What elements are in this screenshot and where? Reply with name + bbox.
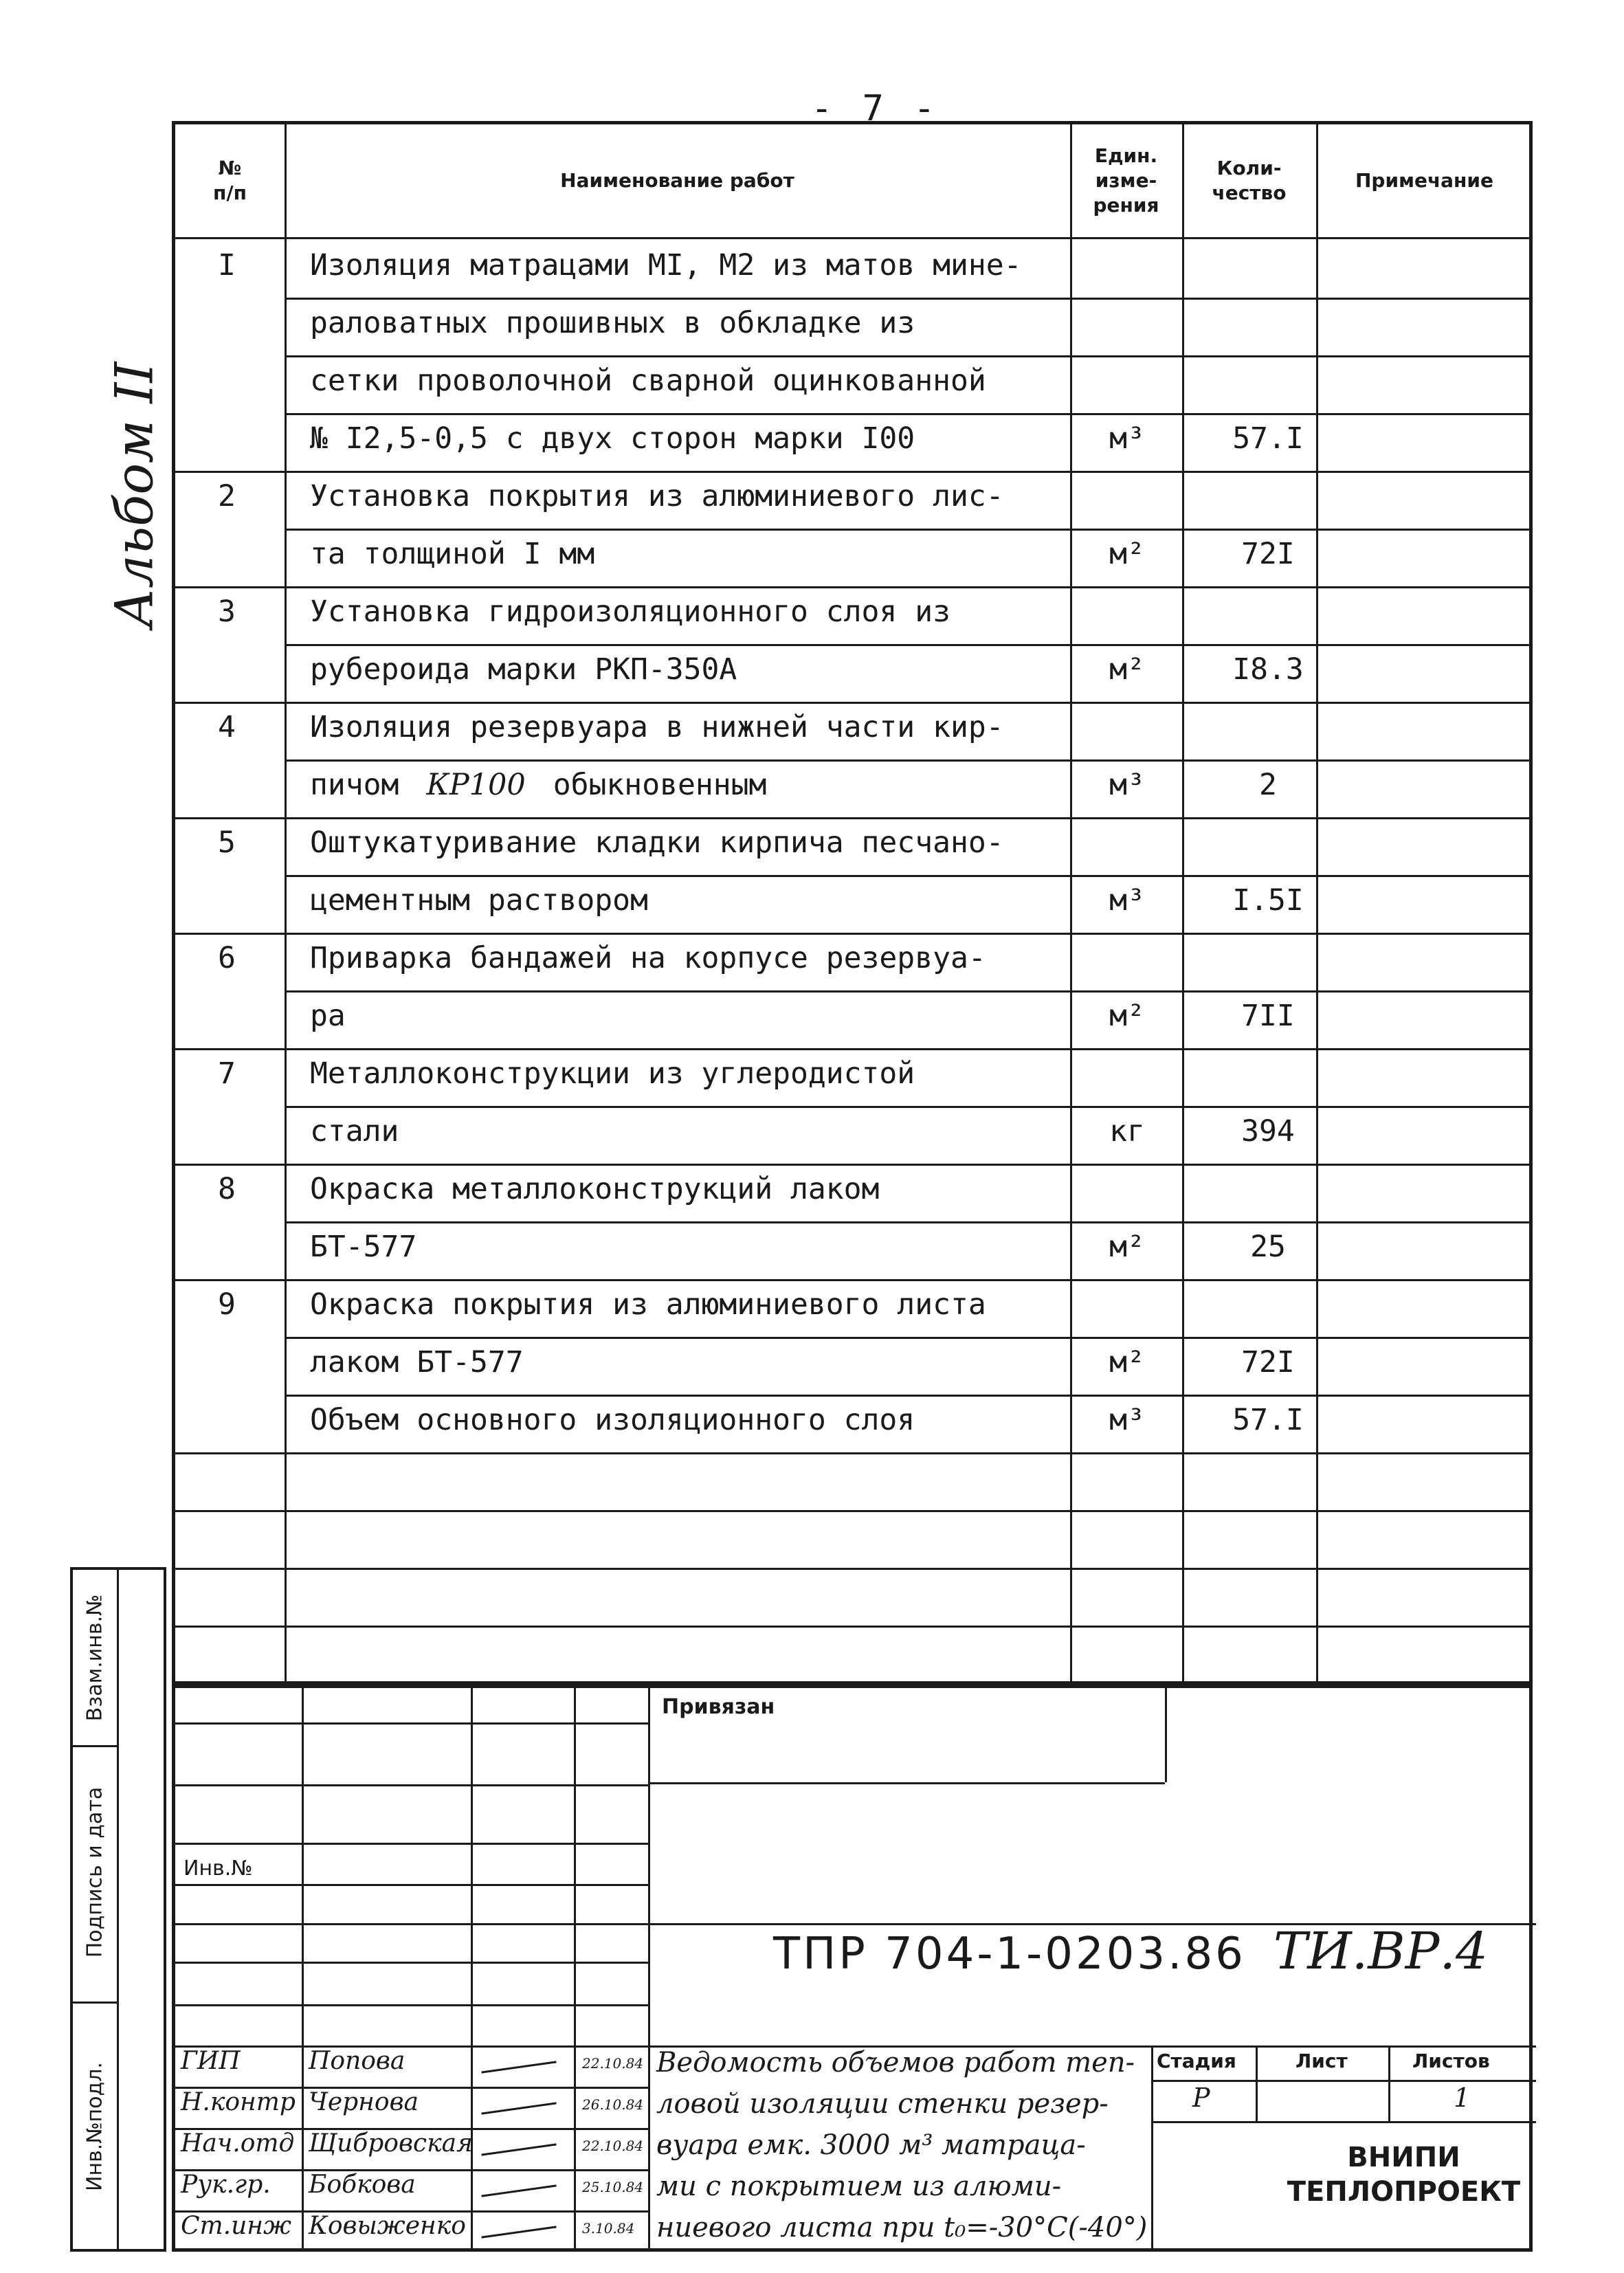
staff-role: Нач.отд [181,2129,295,2158]
tb-divider [1151,2080,1536,2082]
table-row [175,990,1529,1048]
row-unit: м² [1109,1345,1145,1379]
row-unit: м² [1109,999,1145,1033]
row-unit: кг [1109,1114,1145,1149]
staff-name: Бобкова [309,2171,416,2199]
tb-divider [648,1688,650,2252]
table-row [175,759,1529,817]
header-divider [175,237,1529,239]
row-number: 6 [218,941,236,975]
row-work-name: та толщиной I мм [310,537,595,571]
table-row [175,240,1529,298]
tb-divider [1151,2045,1153,2252]
description-line: ловой изоляции стенки резер- [656,2088,1109,2120]
row-unit: м² [1109,537,1145,571]
row-work-name: рубероида марки РКП-350А [310,652,737,687]
table-row [175,1337,1529,1395]
row-divider [175,1568,1529,1570]
org-name-line1: ВНИПИ [1347,2142,1460,2173]
row-quantity: I.5I [1232,883,1304,918]
vzam-inv-label: Взам.инв.№ [82,1594,107,1722]
row-work-name: лаком БТ-577 [310,1345,524,1379]
works-table [172,121,1533,1685]
table-row [175,702,1529,759]
side-divider [117,1570,119,2249]
header-unit: Един. изме- рения [1093,144,1159,217]
table-row [175,355,1529,413]
tb-divider [1388,2045,1390,2121]
description-line: вуара емк. 3000 м³ матраца- [656,2129,1086,2161]
inv-podl-label: Инв.№подл. [82,2062,107,2191]
staff-name: Чернова [309,2088,419,2116]
staff-date: 26.10.84 [582,2096,644,2113]
signature-scribble [481,2143,556,2155]
row-quantity: 394 [1241,1114,1295,1149]
header-name: Наименование работ [560,169,794,192]
tb-divider [471,1688,473,2252]
description-line: ми с покрытием из алюми- [656,2171,1062,2202]
tb-divider [175,1722,648,1725]
tb-divider [1151,2121,1536,2123]
row-unit: м² [1109,1230,1145,1264]
row-work-name: Окраска металлоконструкций лаком [310,1172,880,1206]
tb-divider [302,1688,304,2252]
signature-scribble [481,2061,556,2073]
tb-divider [175,1784,648,1786]
header-note: Примечание [1355,169,1494,192]
row-work-name: раловатных прошивных в обкладке из [310,306,915,340]
row-work-name: Объем основного изоляционного слоя [310,1403,915,1437]
signature-scribble [481,2184,556,2197]
row-work-name: пичом КР100 обыкновенным [310,768,767,802]
table-row [175,1279,1529,1337]
row-number: 3 [218,595,236,629]
tb-divider [648,1782,1165,1784]
tb-divider [1256,2045,1258,2121]
row-quantity: 25 [1250,1230,1286,1264]
row-unit: м³ [1109,883,1145,918]
row-work-name: Окраска покрытия из алюминиевого листа [310,1287,986,1322]
signature-scribble [481,2102,556,2114]
staff-role: Рук.гр. [181,2171,271,2199]
row-work-name: Изоляция матрацами МI, М2 из матов мине- [310,248,1022,282]
table-row [175,933,1529,990]
row-work-name: сетки проволочной сварной оцинкованной [310,364,986,398]
table-row [175,875,1529,933]
side-divider [73,2002,117,2004]
row-work-name: цементным раствором [310,883,648,918]
row-quantity: 72I [1241,537,1295,571]
row-number: I [218,248,236,282]
row-unit: м² [1109,652,1145,687]
row-quantity: 72I [1241,1345,1295,1379]
header-no: № п/п [213,157,247,204]
staff-date: 25.10.84 [582,2179,644,2195]
staff-name: Попова [309,2047,405,2075]
row-quantity: 57.I [1232,1403,1304,1437]
row-work-name: Изоляция резервуара в нижней части кир- [310,710,1004,744]
listov-value: 1 [1454,2083,1471,2113]
tb-divider [574,1688,576,2252]
row-work-name: Установка гидроизоляционного слоя из [310,595,950,629]
document-code [773,1922,1488,1981]
table-row [175,471,1529,529]
row-divider [175,1626,1529,1628]
row-quantity: 7II [1241,999,1295,1033]
org-name-line2: ТЕПЛОПРОЕКТ [1287,2176,1521,2208]
doc-code-text: ТПР 704-1-0203.86 [773,1929,1246,1980]
table-row [175,298,1529,355]
table-row [175,1106,1529,1164]
row-number: 2 [218,479,236,513]
row-unit: м³ [1109,421,1145,456]
row-quantity: 57.I [1232,421,1304,456]
row-quantity: I8.3 [1232,652,1304,687]
podpis-data-label: Подпись и дата [82,1786,107,1958]
privyazan-label: Привязан [662,1695,775,1719]
row-number: 7 [218,1056,236,1091]
row-work-name: Оштукатуривание кладки кирпича песчано- [310,825,1004,860]
row-unit: м³ [1109,1403,1145,1437]
row-divider [175,1452,1529,1454]
row-quantity: 2 [1259,768,1277,802]
staff-date: 22.10.84 [582,2138,644,2154]
staff-role: Ст.инж [181,2212,291,2240]
side-divider [73,1745,117,1747]
listov-label: Листов [1412,2050,1490,2072]
description-line: Ведомость объемов работ теп- [656,2047,1135,2078]
staff-role: Н.контр [181,2088,296,2116]
description-line: ниевого листа при t₀=-30°С(-40°) [656,2212,1148,2243]
staff-date: 22.10.84 [582,2055,644,2072]
table-row [175,1395,1529,1452]
row-work-name: стали [310,1114,399,1149]
row-number: 5 [218,825,236,860]
row-number: 4 [218,710,236,744]
list-label: Лист [1295,2050,1348,2072]
tb-divider [175,1884,648,1886]
staff-name: Ковыженко [309,2212,466,2240]
row-work-name: Приварка бандажей на корпусе резервуа- [310,941,986,975]
doc-code-handwritten: ТИ.ВР.4 [1273,1922,1489,1981]
row-work-name: ра [310,999,346,1033]
row-divider [175,1510,1529,1512]
table-row [175,413,1529,471]
header-qty: Коли- чество [1212,157,1287,204]
album-label-text: Альбом II [103,362,165,628]
row-unit: м³ [1109,768,1145,802]
table-row [175,644,1529,702]
tb-divider [175,2004,648,2006]
row-work-name: БТ-577 [310,1230,417,1264]
title-block [172,1685,1533,2252]
table-row [175,1164,1529,1221]
table-row [175,817,1529,875]
row-number: 9 [218,1287,236,1322]
table-row [175,586,1529,644]
table-row [175,1221,1529,1279]
side-stamp [70,1567,166,2252]
stadiya-value: Р [1192,2083,1210,2113]
table-row [175,1048,1529,1106]
album-label [103,344,165,646]
tb-divider [175,1843,648,1845]
table-row [175,529,1529,586]
stadiya-label: Стадия [1157,2050,1236,2072]
row-work-name: Металлоконструкции из углеродистой [310,1056,915,1091]
row-work-name: № I2,5-0,5 с двух сторон марки I00 [310,421,915,456]
staff-role: ГИП [181,2047,241,2075]
inv-no-label: Инв.№ [183,1856,253,1881]
tb-divider [1165,1688,1167,1782]
signature-scribble [481,2226,556,2238]
staff-name: Щибровская [309,2129,473,2158]
staff-date: 3.10.84 [582,2220,635,2237]
tb-divider [175,1962,648,1964]
row-work-name: Установка покрытия из алюминиевого лис- [310,479,1004,513]
row-number: 8 [218,1172,236,1206]
page-number: - 7 - [811,88,939,129]
